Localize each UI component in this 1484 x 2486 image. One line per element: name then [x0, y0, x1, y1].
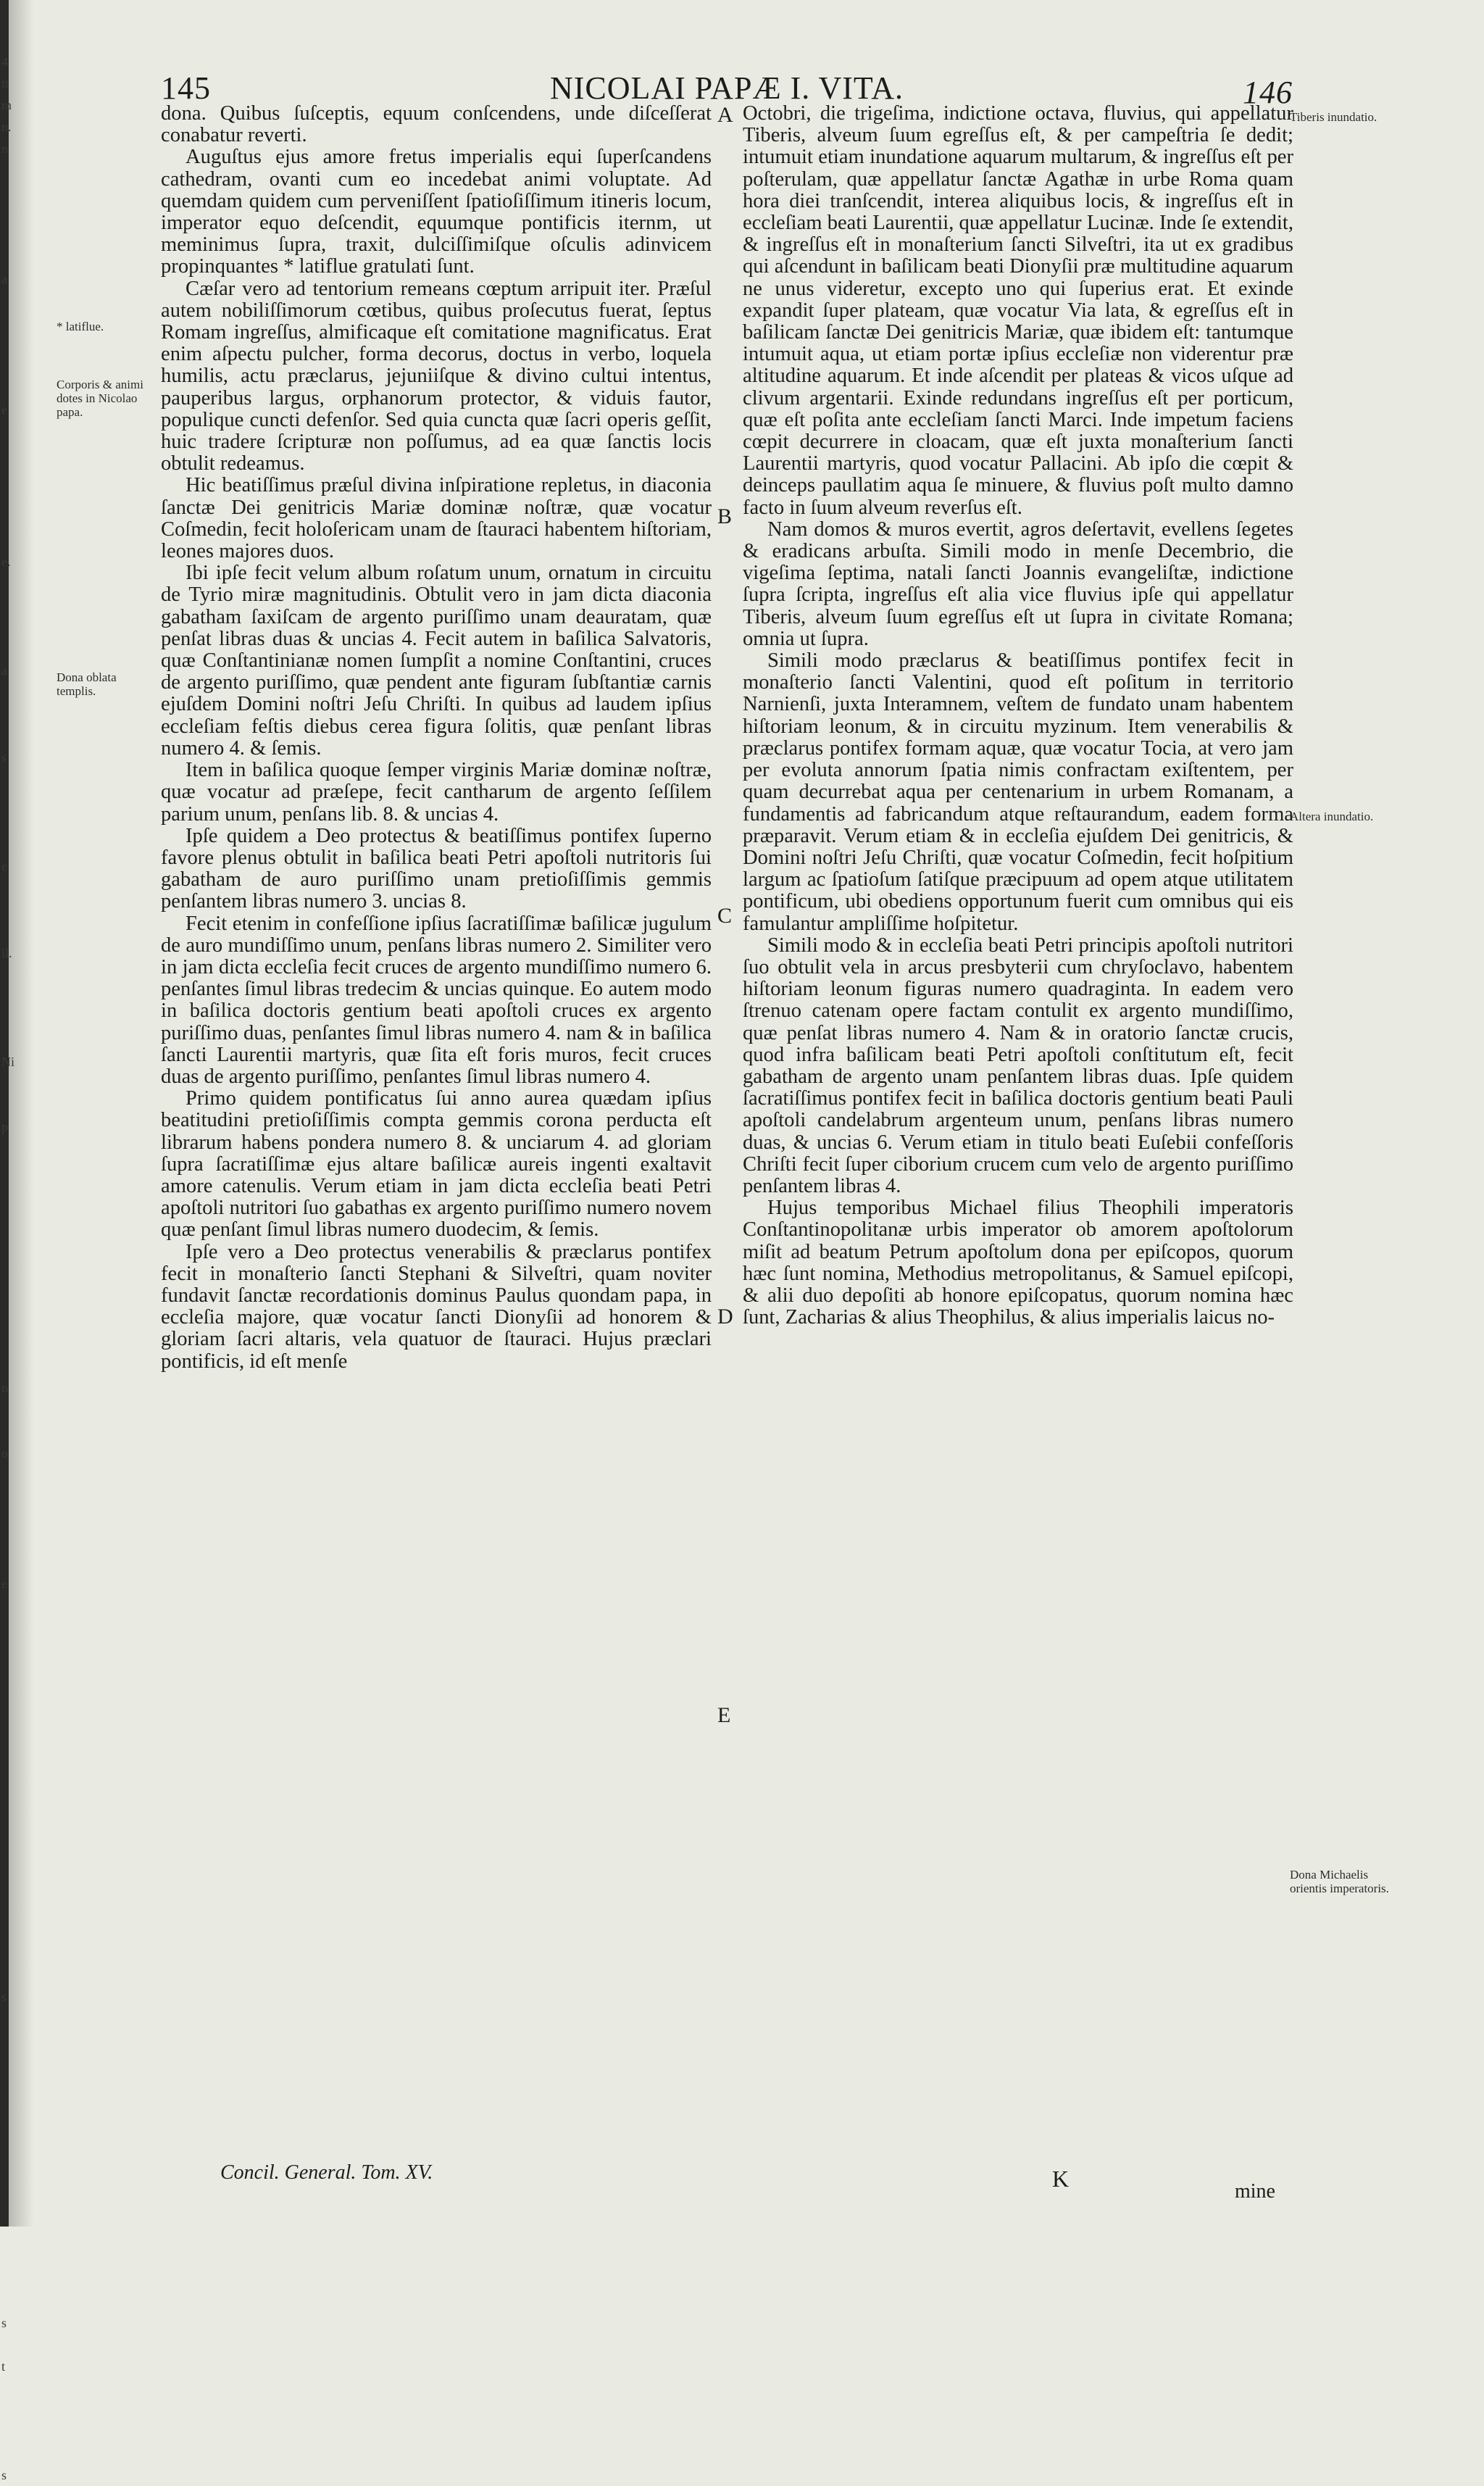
previous-page-fragment: [1, 833, 28, 855]
previous-page-fragment: [1, 964, 28, 986]
previous-page-fragment: s: [1, 2316, 7, 2330]
right-paragraph-5: Hujus temporibus Michael filius Theophili imperatoris Conſtantinopolitanæ urbis imperator ob amorem apoſtolorum miſit ad beatum Petrum apoſtolum dona per epiſcopos, quorum hæc ſunt nomina, Methodius metropolitanus, & Samuel epiſcopi, & alii duo depoſiti ab honore epiſcopatus, quorum nomina hæc ſunt, Zacharias & alius Theophilus, & alius imperialis laicus no-: [743, 1197, 1293, 1329]
previous-page-fragment: [1, 1268, 28, 1290]
previous-page-fragment: [1, 1399, 28, 1421]
previous-page-fragment: [1, 1855, 28, 1877]
previous-page-fragment: [1, 1616, 28, 1638]
previous-page-fragment: [1, 1725, 28, 1747]
previous-page-fragment: [1, 2182, 28, 2203]
margin-note-corporis: Corporis & animi dotes in Nicolao papa.: [57, 378, 143, 419]
previous-page-fragment: tt: [1, 76, 9, 91]
previous-page-fragment: [1, 1334, 28, 1355]
previous-page-fragment: [1, 2116, 28, 2138]
page-number-left: 145: [161, 70, 211, 106]
previous-page-fragment: [1, 768, 28, 790]
previous-page-fragment: o: [1, 1446, 8, 1460]
previous-page-fragment: Ni: [1, 1055, 14, 1069]
previous-page-fragment: [1, 486, 28, 507]
running-title: NICOLAI PAPÆ I. VITA.: [549, 70, 904, 106]
right-paragraph-1: Octobri, die trigeſima, indictione octava, fluvius, qui appellatur Tiberis, alveum ſuum egreſſus eſt, & per campeſtria ſe dedit; intumuit etiam inundatione aquarum multarum, & ingreſſus eſt per poſterulam, quæ appellatur ſanctæ Agathæ in urbe Roma quam hora diei tranſcendit, interea aliquibus locis, & ingreſſus eſt in eccleſiam beati Laurentii, quæ appellatur Lucinæ. Inde ſe extendit, & ingreſſus eſt in monaſterium ſancti Silveſtri, ita ut ex gradibus qui aſcendunt in baſilicam beati Dionyſii præ multitudine aquarum ne unus videretur, excepto uno qui ſuperius erat. Et exinde expandit ſuper plateam, quæ vocatur Via lata, & egreſſus eſt in baſilicam ſanctæ Dei genitricis Mariæ, quæ ibidem eſt: tantumque intumuit aqua, ut etiam portæ ipſius eccleſiæ non viderentur præ altitudine aquarum. Et inde aſcendit per plateas & vicos uſque ad clivum argentarii. Exinde redundans ingreſſus eſt per porticum, quæ eſt poſita ante eccleſiam ſancti Marci. Inde impetum faciens cœpit decurrere in cloacam, quæ eſt juxta monaſterium ſancti Laurentii martyris, quod vocatur Pallacini. Ab ipſo die cœpit & deinceps paullatim aqua ſe minuere, & fluvius poſt multo damno facto in ſuum alveum reverſus eſt.: [743, 102, 1293, 519]
previous-page-fragment: [1, 225, 28, 246]
previous-page-fragment: [1, 986, 28, 1007]
previous-page-fragment: [1, 1942, 28, 1964]
previous-page-fragment: [1, 1181, 28, 1203]
previous-page-fragment: [1, 246, 28, 268]
previous-page-fragment: [1, 1247, 28, 1268]
previous-page-fragment: a: [1, 663, 7, 678]
left-paragraph-6: Item in baſilica quoque ſemper virginis Mariæ dominæ noſtræ, quæ vocatur ad præſepe, fecit cantharum de argento ſeſſilem parium unum, penſans lib. 8. & uncias 4.: [161, 759, 712, 826]
section-letter-e: E: [717, 1703, 731, 1727]
previous-page-fragment: [1, 290, 28, 312]
previous-page-fragment: [1, 507, 28, 529]
left-paragraph-5: Ibi ipſe fecit velum album roſatum unum, ornatum in circuitu de Tyrio miræ magnitudinis. Obtulit vero in jam dicta diaconia gabatham ſaxiſcam de argento puriſſimo unam deauratam, quæ penſat libras duas & uncias 4. Fecit autem in baſilica Salvatoris, quæ Conſtantinianæ nomen ſumpſit a nomine Conſtantini, cruces de argento puriſſimo, quæ pendent ante figuram ſubſtantiæ carnis ejuſdem Domini noſtri Jeſu Chriſti. In quibus ad laudem ipſius eccleſiam feſtis diebus cerea figura ſolitis, quæ penſant libras numero 4. & ſemis.: [161, 562, 712, 760]
page-number-right: 146: [1243, 75, 1293, 110]
previous-page-fragment: [1, 1877, 28, 1899]
margin-note-michaelis: Dona Michaelis orientis imperatoris.: [1290, 1868, 1389, 1895]
margin-note-tiberis: Tiberis inundatio.: [1290, 110, 1377, 124]
previous-page-fragment: [1, 1290, 28, 1312]
previous-page-fragment: [1, 377, 28, 399]
left-column: [161, 103, 712, 1373]
margin-note-dona: Dona oblata templis.: [57, 670, 117, 698]
previous-page-fragment: e: [1, 402, 7, 417]
previous-page-fragment: [1, 1029, 28, 1051]
right-paragraph-4: Simili modo & in eccleſia beati Petri principis apoſtoli nutritori ſuo obtulit vela in arcus presbyterii cum chryſoclavo, habentem hiſtoriam leonum figuras numero quadraginta. In eadem vero ſtrenuo catenam opere factam contulit ex argento mundiſſimo, quæ penſat libras numero 4. Nam & in oratorio ſanctæ crucis, quod infra baſilicam beati Petri apoſtoli conſtitutum eſt, fecit gabatham de argento unam penſantem libras duas. Ipſe quidem ſacratiſſimus pontifex fecit in baſilica doctoris gentium beati Pauli apoſtoli candelabrum argenteum unum, penſans libras numero duas, & uncias 6. Verum etiam in titulo beati Euſebii confeſſoris Chriſti fecit ſuper ciborium crucem cum velo de argento puriſſimo penſantem libras 4.: [743, 934, 1293, 1197]
previous-page-fragment: [1, 1138, 28, 1160]
previous-page-fragment: [1, 1595, 28, 1616]
signature-mark: K: [1052, 2166, 1070, 2192]
previous-page-fragment: [1, 1899, 28, 1921]
previous-page-fragment: [1, 1073, 28, 1094]
previous-page-fragment: [1, 203, 28, 225]
section-letter-b: B: [717, 504, 733, 528]
previous-page-fragment: [1, 1834, 28, 1855]
section-letter-d: D: [717, 1305, 733, 1329]
previous-page-fragment: [1, 2138, 28, 2160]
previous-page-fragment: m: [1, 98, 12, 112]
previous-page-fragment: [1, 442, 28, 464]
previous-page-fragment: [1, 159, 28, 181]
previous-page-fragment: p: [1, 1120, 8, 1134]
previous-page-fragment: [1, 464, 28, 486]
left-paragraph-8: Fecit etenim in confeſſione ipſius ſacratiſſimæ baſilicæ jugulum de auro mundiſſimo unum, penſans libras numero 2. Similiter vero in jam dicta eccleſia fecit cruces de argento mundiſſimo numero 6. penſantes ſimul libras tredecim & uncias quinque. Eo autem modo in baſilica doctoris gentium beati apoſtoli cruces ex argento puriſſimo duas, penſantes ſimul libras numero 4. nam & in baſilica ſancti Laurentii martyris, quæ ſita eſt foris muros, fecit cruces duas de argento puriſſimo, penſantes ſimul libras numero 4.: [161, 912, 712, 1088]
margin-note-latiflue: * latiflue.: [57, 320, 104, 333]
previous-page-fragment: [1, 1421, 28, 1442]
section-letter-c: C: [717, 904, 733, 928]
previous-page-fragment: [1, 2095, 28, 2116]
previous-page-fragment: [1, 2290, 28, 2312]
previous-page-fragment: s: [1, 2468, 7, 2482]
left-paragraph-9: Primo quidem pontificatus ſui anno aurea quædam ipſius beatitudini pretioſiſſimis compta gemmis corona perducta eſt librarum habens pondera numero 8. & unciarum 4. ad gloriam ſupra ſacratiſſimæ ejus altare baſilicæ aureis ingenti exaltavit amore catenulis. Verum etiam in jam dicta eccleſia beati Petri apoſtoli nutritori ſuo gabathas ex argento puriſſimo numero novem quæ penſant ſimul libras numero duodecim, & ſemis.: [161, 1087, 712, 1242]
previous-page-fragment: a: [1, 272, 7, 286]
left-paragraph-3: Cæſar vero ad tentorium remeans cœptum arripuit iter. Præſul autem nobiliſſimorum cœtibus, quibus proſecutus fuerat, ſeptus Romam ingreſſus, almificaque eſt comitatione magnificatus. Erat enim aſpectu pulcher, forma decorus, doctus in verbo, loquela humilis, actu præclarus, jejuniiſque & divino cultui intentus, pauperibus largus, orphanorum protector, & viduis fautor, populique cuncti defenſor. Sed quia cuncta quæ ſacri operis geſſit, huic tradere ſcripturæ non poſſumus, ad ea quæ ſanctis locis obtulit redeamus.: [161, 277, 712, 475]
previous-page-fragment: 4: [1, 54, 8, 69]
footer-source: Concil. General. Tom. XV.: [220, 2161, 433, 2184]
previous-page-fragment: [1, 2421, 28, 2443]
catchword: mine: [1235, 2180, 1275, 2203]
previous-page-fragment: [1, 2377, 28, 2399]
previous-page-fragment: s: [1, 1990, 7, 2004]
previous-page-fragment: e.: [1, 554, 11, 569]
right-column: [743, 103, 1293, 1329]
left-paragraph-4: Hic beatiſſimus præſul divina inſpiratione repletus, in diaconia ſanctæ Dei genitricis Mariæ dominæ noſtræ, quæ vocatur Coſmedin, fecit holoſericam unam de ſtauraci habentem hiſtoriam, leones majores duos.: [161, 474, 712, 563]
previous-page-fragment: [1, 1529, 28, 1551]
previous-page-fragment: t: [1, 2359, 6, 2374]
previous-page-fragment: [1, 1508, 28, 1529]
previous-page-fragment: [1, 1747, 28, 1768]
left-paragraph-10: Ipſe vero a Deo protectus venerabilis & præclarus pontifex fecit in monaſterio ſancti Stephani & Silveſtri, quam noviter fundavit ſanctæ recordationis dominus Paulus quondam papa, in eccleſia majore, quæ vocatur ſancti Dionyſii ad honorem & gloriam ſacri altaris, vela quatuor de ſtauraci. Hujus præclari pontificis, id eſt menſe: [161, 1240, 712, 1373]
previous-page-fragment: [1, 181, 28, 203]
previous-page-fragment: [1, 355, 28, 377]
previous-page-fragment: [1, 812, 28, 833]
right-paragraph-3: Simili modo præclarus & beatiſſimus pontifex fecit in monaſterio ſancti Valentini, quod eſt poſitum in territorio Narnienſi, juxta Interamnem, veſtem de fundato unam habentem hiſtoriam leonum, & in circuitu myzinum. Item venerabilis & præclarus pontifex formam aquæ, quæ vocatur Tocia, at vero jam per evoluta annorum ſpatia nimis confractam exiſtentem, per quam decurrebat aqua per centenarium in urbem Romanam, a fundamentis ad fabricandum atque reſtaurandum, eadem forma præparavit. Verum etiam & in eccleſia ejuſdem Dei genitricis, & Domini noſtri Jeſu Chriſti, quæ vocatur Coſmedin, fecit hoſpitium largum ac ſpatioſum ſatiſque præcipuum ad opem atque utilitatem pontificum, ubi obediens opportunum fuerit cum omnibus qui eis famulantur ampliſſime hoſpitetur.: [743, 649, 1293, 935]
previous-page-fragment: [1, 420, 28, 442]
previous-page-fragment: [1, 1312, 28, 1334]
previous-page-fragment: [1, 1660, 28, 1681]
previous-page-fragment: e: [1, 859, 7, 873]
previous-page-fragment: [1, 1160, 28, 1181]
previous-page-fragment: [1, 2073, 28, 2095]
previous-page-fragment: [1, 1638, 28, 1660]
previous-page-fragment: [1, 1486, 28, 1508]
previous-page-fragment: [1, 2008, 28, 2029]
left-paragraph-7: Ipſe quidem a Deo protectus & beatiſſimus pontifex ſuperno favore plenus obtulit in baſilica beati Petri apoſtoli nutritoris ſui gabatham de auro puriſſimo unam pretioſiſſimis gemmis penſantem libras numero 3. uncias 8.: [161, 824, 712, 913]
previous-page-fragment: [1, 899, 28, 920]
previous-page-fragment: [1, 2247, 28, 2269]
previous-page-fragment: [1, 312, 28, 333]
previous-page-fragment: [1, 1464, 28, 1486]
previous-page-fragment: [1, 1703, 28, 1725]
previous-page-edge: [1, 51, 28, 2482]
previous-page-fragment: [1, 594, 28, 616]
previous-page-fragment: [1, 1225, 28, 1247]
section-letter-a: A: [717, 103, 733, 127]
previous-page-fragment: [1, 1094, 28, 1116]
previous-page-fragment: [1, 1921, 28, 1942]
previous-page-fragment: [1, 2334, 28, 2356]
previous-page-fragment: e: [1, 1576, 7, 1591]
previous-page-fragment: [1, 2399, 28, 2421]
right-paragraph-2: Nam domos & muros evertit, agros deſertavit, evellens ſegetes & eradicans arbuſta. Simili modo in menſe Decembrio, die vigeſima ſeptima, natali ſancti Joannis evangeliſtæ, indictione ſupra ſcripta, ingreſſus eſt alia vice fluvius ipſe qui appellatur Tiberis, alveum ſuum egreſſus eſt ut ſupra in civitate Romana; omnia ut ſupra.: [743, 517, 1293, 650]
previous-page-fragment: [1, 1790, 28, 1812]
previous-page-fragment: n.: [1, 120, 12, 134]
previous-page-fragment: [1, 529, 28, 551]
previous-page-fragment: [1, 790, 28, 812]
previous-page-fragment: il.: [1, 946, 12, 960]
previous-page-fragment: [1, 333, 28, 355]
previous-page-fragment: [1, 573, 28, 594]
previous-page-fragment: [1, 1768, 28, 1790]
previous-page-fragment: [1, 725, 28, 747]
left-paragraph-1: dona. Quibus ſuſceptis, equum conſcendens, unde diſceſſerat conabatur reverti.: [161, 102, 712, 147]
previous-page-fragment: [1, 1964, 28, 1986]
previous-page-fragment: [1, 2160, 28, 2182]
previous-page-fragment: [1, 1007, 28, 1029]
previous-page-fragment: [1, 681, 28, 703]
previous-page-fragment: n: [1, 141, 8, 156]
previous-page-fragment: [1, 703, 28, 725]
previous-page-fragment: [1, 1355, 28, 1377]
previous-page-fragment: [1, 920, 28, 942]
previous-page-fragment: [1, 1812, 28, 1834]
previous-page-fragment: [1, 2225, 28, 2247]
previous-page-fragment: [1, 2443, 28, 2464]
margin-note-altera: Altera inundatio.: [1290, 810, 1374, 823]
previous-page-fragment: n: [1, 1381, 8, 1395]
previous-page-fragment: [1, 2269, 28, 2290]
previous-page-fragment: [1, 1681, 28, 1703]
previous-page-fragment: [1, 877, 28, 899]
previous-page-fragment: [1, 616, 28, 638]
left-paragraph-2: Auguſtus ejus amore fretus imperialis equi ſuperſcandens cathedram, ovanti cum eo incedebat animi voluptate. Ad quemdam quidem cum perveniſſent ſpatioſiſſimum itineris locum, imperator equo deſcendit, equumque pontificis iternm, ut meminimus ſupra, traxit, dulciſſimiſque oſculis adinvicem propinquantes * latiflue gratulati ſunt.: [161, 146, 712, 278]
previous-page-fragment: [1, 1203, 28, 1225]
previous-page-fragment: [1, 2203, 28, 2225]
previous-page-fragment: [1, 2029, 28, 2051]
previous-page-fragment: [1, 1551, 28, 1573]
previous-page-fragment: s: [1, 750, 7, 765]
previous-page-fragment: [1, 638, 28, 660]
previous-page-fragment: [1, 2051, 28, 2073]
